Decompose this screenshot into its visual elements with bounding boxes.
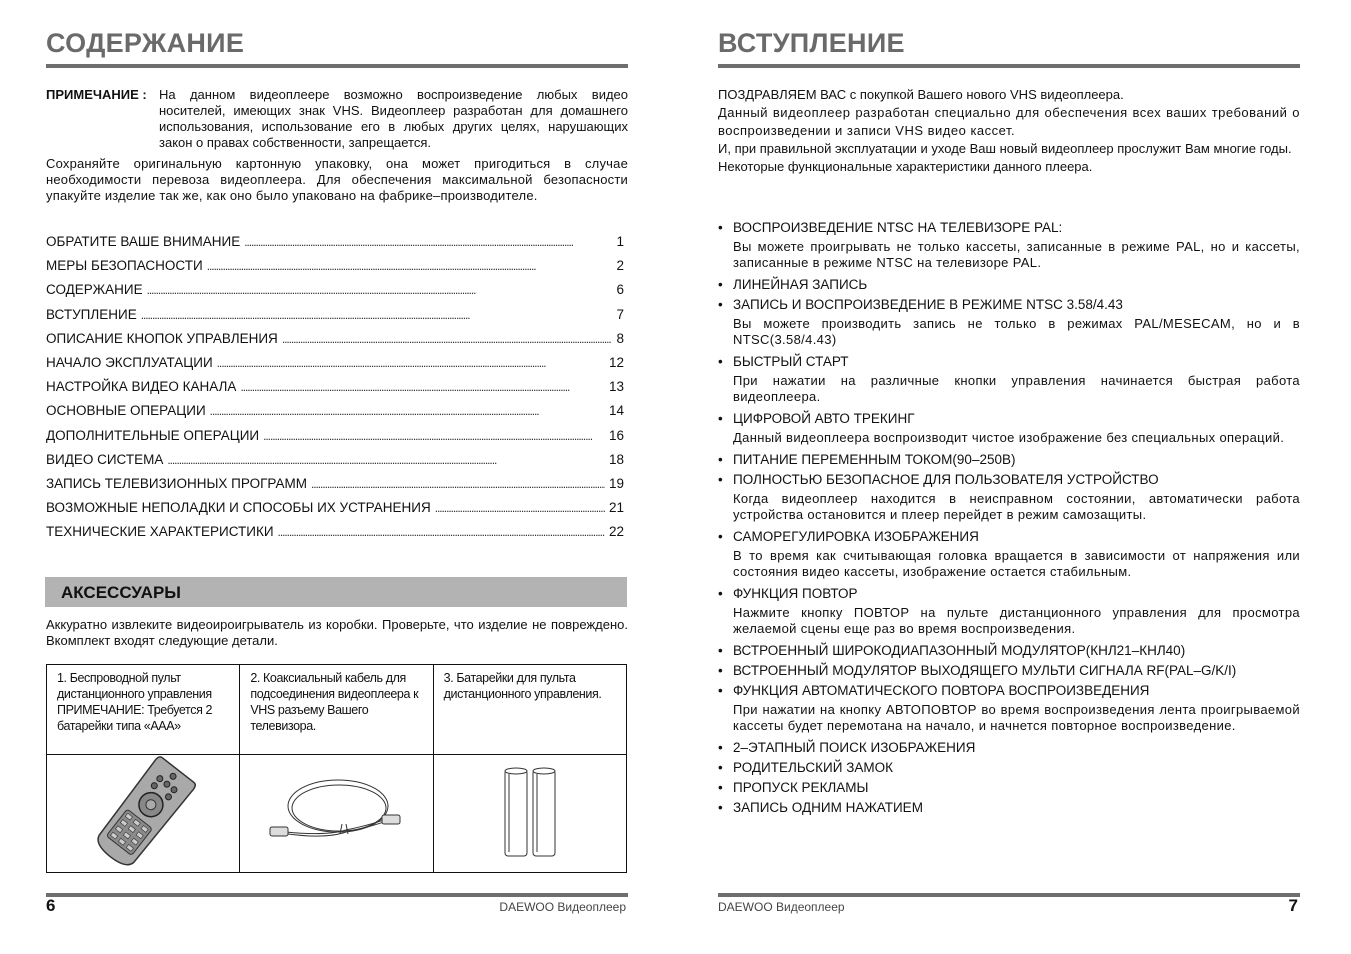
- bullet-icon: •: [718, 683, 723, 698]
- item-number: 2.: [250, 671, 260, 685]
- toc-entry[interactable]: [46, 379, 624, 403]
- feature-item: [718, 778, 1300, 798]
- feature-heading: ПРОПУСК РЕКЛАМЫ: [733, 780, 869, 795]
- toc-entry[interactable]: [46, 452, 624, 476]
- page-title: СОДЕРЖАНИЕ: [46, 28, 245, 58]
- toc-page-number: 19: [608, 475, 624, 491]
- bullet-icon: •: [718, 760, 723, 775]
- toc-label: ДОПОЛНИТЕЛЬНЫЕ ОПЕРАЦИИ: [46, 427, 260, 443]
- toc-entry[interactable]: [46, 428, 624, 452]
- feature-description: Когда видеоплеер находится в неисправном состоянии, автоматически работа устройства остановится и плеер перейдет в режим самозащиты.: [733, 491, 1300, 522]
- feature-heading: 2–ЭТАПНЫЙ ПОИСК ИЗОБРАЖЕНИЯ: [733, 740, 976, 755]
- feature-heading: ПОЛНОСТЬЮ БЕЗОПАСНОЕ ДЛЯ ПОЛЬЗОВАТЕЛЯ УСТРОЙСТВО: [733, 472, 1159, 487]
- bullet-icon: •: [718, 529, 723, 544]
- feature-item: [718, 450, 1300, 470]
- item-text: Батарейки для пульта дистанционного управления.: [443, 671, 602, 701]
- intro-line: ПОЗДРАВЛЯЕМ ВАС с покупкой Вашего нового VHS видеоплеера.: [718, 87, 1124, 102]
- toc-entry[interactable]: [46, 331, 624, 355]
- footer-brand: DAEWOO Видеоплеер: [718, 900, 845, 914]
- note-block: [46, 87, 628, 151]
- feature-description: Данный видеоплеера воспроизводит чистое изображение без специальных операций.: [733, 430, 1285, 445]
- table-of-contents: [46, 234, 624, 548]
- toc-entry[interactable]: [46, 355, 624, 379]
- toc-entry[interactable]: [46, 500, 624, 524]
- feature-heading: ВСТРОЕННЫЙ ШИРОКОДИАПАЗОННЫЙ МОДУЛЯТОР(КНЛ21–КНЛ40): [733, 643, 1186, 658]
- page-title: ВСТУПЛЕНИЕ: [718, 28, 905, 58]
- title-divider: [46, 64, 628, 68]
- feature-heading: ЦИФРОВОЙ АВТО ТРЕКИНГ: [733, 411, 915, 426]
- bullet-icon: •: [718, 740, 723, 755]
- feature-heading: РОДИТЕЛЬСКИЙ ЗАМОК: [733, 760, 893, 775]
- toc-page-number: 2: [616, 258, 624, 274]
- toc-page-number: 7: [616, 306, 624, 322]
- footer-divider: [46, 893, 628, 897]
- toc-leader-dots: [141, 307, 613, 322]
- toc-leader-dots: [240, 379, 605, 394]
- feature-item: [718, 470, 1300, 523]
- feature-heading: БЫСТРЫЙ СТАРТ: [733, 354, 849, 369]
- bullet-icon: •: [718, 663, 723, 678]
- footer-brand: DAEWOO Видеоплеер: [499, 900, 626, 914]
- toc-page-number: 12: [608, 354, 624, 370]
- toc-entry[interactable]: [46, 258, 624, 282]
- toc-label: ТЕХНИЧЕСКИЕ ХАРАКТЕРИСТИКИ: [46, 524, 274, 540]
- accessory-image-cell: [47, 755, 240, 873]
- accessories-table: [46, 664, 627, 873]
- feature-heading: САМОРЕГУЛИРОВКА ИЗОБРАЖЕНИЯ: [733, 529, 979, 544]
- page-number: 7: [1288, 896, 1298, 915]
- bullet-icon: •: [718, 354, 723, 369]
- feature-list: [718, 218, 1300, 818]
- toc-leader-dots: [207, 258, 613, 273]
- intro-block: [718, 86, 1300, 176]
- footer-divider: [718, 893, 1300, 897]
- toc-page-number: 13: [608, 379, 624, 395]
- toc-label: ЗАПИСЬ ТЕЛЕВИЗИОННЫХ ПРОГРАММ: [46, 475, 307, 491]
- accessories-header: [45, 577, 627, 607]
- toc-label: ОПИСАНИЕ КНОПОК УПРАВЛЕНИЯ: [46, 330, 278, 346]
- bullet-icon: •: [718, 277, 723, 292]
- feature-item: [718, 798, 1300, 818]
- toc-page-number: 6: [616, 282, 624, 298]
- toc-label: МЕРЫ БЕЗОПАСНОСТИ: [46, 258, 203, 274]
- toc-page-number: 21: [608, 500, 624, 516]
- toc-label: ВОЗМОЖНЫЕ НЕПОЛАДКИ И СПОСОБЫ ИХ УСТРАНЕНИЯ: [46, 500, 431, 516]
- feature-heading: ЗАПИСЬ ОДНИМ НАЖАТИЕМ: [733, 800, 923, 815]
- toc-leader-dots: [263, 428, 605, 443]
- toc-leader-dots: [282, 331, 613, 346]
- toc-page-number: 16: [608, 427, 624, 443]
- feature-description: При нажатии на кнопку АВТОПОВТОР во время воспроизведения лента проигрываемой кассеты будет перемотана на начало, и начнется повторное воспроизведение.: [733, 702, 1300, 733]
- toc-label: ВСТУПЛЕНИЕ: [46, 306, 137, 322]
- note-label: ПРИМЕЧАНИЕ :: [46, 87, 147, 102]
- feature-description: Вы можете производить запись не только в режимах PAL/MESECAM, но и в NTSC(3.58/4.43): [733, 316, 1300, 347]
- toc-leader-dots: [435, 500, 605, 515]
- feature-description: В то время как считывающая головка вращается в зависимости от напряжения или состояния видео кассеты, изображение остается стабильным.: [733, 548, 1300, 579]
- bullet-icon: •: [718, 800, 723, 815]
- toc-page-number: 18: [608, 451, 624, 467]
- item-text: Коаксиальный кабель для подсоединения видеоплеера к VHS разъему Вашего телевизора.: [250, 671, 419, 733]
- note-text: На данном видеоплеере возможно воспроизведение любых видео носителей, имеющих знак VHS. Видеоплеер разработан для домашнего использования, использование его в любых других целях, нарушающих закон о правах собственности, запрещается.: [159, 87, 628, 150]
- packaging-paragraph: Сохраняйте оригинальную картонную упаковку, она может пригодиться в случае необходимости перевоза видеоплеера. Для обеспечения максимальной безопасности упакуйте изделие так же, как оно было упаковано на фабрике–производителе.: [46, 156, 628, 203]
- coaxial-cable-icon: [266, 772, 406, 852]
- accessories-intro: Аккуратно извлеките видеоироигрыватель из коробки. Проверьте, что изделие не повреждено. Вкомплект входят следующие детали.: [46, 617, 628, 648]
- item-number: 3.: [443, 671, 454, 685]
- feature-item: [718, 275, 1300, 295]
- feature-heading: ФУНКЦИЯ ПОВТОР: [733, 586, 858, 601]
- bullet-icon: •: [718, 452, 723, 467]
- toc-leader-dots: [147, 282, 613, 297]
- toc-entry[interactable]: [46, 307, 624, 331]
- accessory-image-cell: [433, 755, 626, 873]
- feature-heading: ВСТРОЕННЫЙ МОДУЛЯТОР ВЫХОДЯЩЕГО МУЛЬТИ СИГНАЛА RF(PAL–G/K/I): [733, 663, 1237, 678]
- toc-label: ОСНОВНЫЕ ОПЕРАЦИИ: [46, 403, 206, 419]
- bullet-icon: •: [718, 586, 723, 601]
- remote-control-icon: [78, 755, 208, 868]
- bullet-icon: •: [718, 297, 723, 312]
- page-contents: [46, 0, 628, 954]
- accessory-cell: [240, 665, 433, 755]
- feature-description: При нажатии на различные кнопки управления начинается быстрая работа видеоплеера.: [733, 373, 1300, 404]
- intro-line: Некоторые функциональные характеристики данного плеера.: [718, 159, 1093, 174]
- accessory-cell: [433, 665, 626, 755]
- intro-line: Данный видеоплеер разработан специально для обеспечения всех ваших требований о воспроизведении и записи VHS видео кассет.: [718, 105, 1300, 138]
- feature-description: Вы можете проигрывать не только кассеты, записанные в режиме PAL, но и кассеты, записанные в режиме NTSC на телевизоре PAL.: [733, 239, 1300, 270]
- toc-label: НАСТРОЙКА ВИДЕО КАНАЛА: [46, 379, 237, 395]
- toc-label: СОДЕРЖАНИЕ: [46, 282, 143, 298]
- feature-item: [718, 352, 1300, 405]
- toc-leader-dots: [167, 452, 605, 467]
- toc-entry[interactable]: [46, 403, 624, 427]
- toc-leader-dots: [217, 355, 605, 370]
- bullet-icon: •: [718, 220, 723, 235]
- toc-label: ВИДЕО СИСТЕМА: [46, 451, 164, 467]
- feature-item: [718, 295, 1300, 348]
- feature-heading: ПИТАНИЕ ПЕРЕМЕННЫМ ТОКОМ(90–250В): [733, 452, 1016, 467]
- feature-item: [718, 738, 1300, 758]
- bullet-icon: •: [718, 643, 723, 658]
- toc-leader-dots: [311, 476, 605, 491]
- toc-label: ОБРАТИТЕ ВАШЕ ВНИМАНИЕ: [46, 234, 241, 249]
- feature-heading: ЗАПИСЬ И ВОСПРОИЗВЕДЕНИЕ В РЕЖИМЕ NTSC 3.58/4.43: [733, 297, 1123, 312]
- toc-page-number: 1: [616, 234, 624, 249]
- toc-leader-dots: [278, 524, 605, 539]
- feature-heading: ВОСПРОИЗВЕДЕНИЕ NTSC НА ТЕЛЕВИЗОРЕ PAL:: [733, 220, 1063, 235]
- feature-item: [718, 584, 1300, 637]
- feature-item: [718, 661, 1300, 681]
- feature-item: [718, 527, 1300, 580]
- title-divider: [718, 64, 1300, 68]
- feature-heading: ФУНКЦИЯ АВТОМАТИЧЕСКОГО ПОВТОРА ВОСПРОИЗВЕДЕНИЯ: [733, 683, 1150, 698]
- feature-item: [718, 409, 1300, 446]
- page-introduction: [718, 0, 1300, 954]
- bullet-icon: •: [718, 472, 723, 487]
- toc-page-number: 22: [608, 524, 624, 540]
- toc-entry[interactable]: [46, 234, 624, 258]
- toc-entry[interactable]: [46, 476, 624, 500]
- feature-description: Нажмите кнопку ПОВТОР на пульте дистанционного управления для просмотра желаемой сцены еще раз во время воспроизведения.: [733, 605, 1300, 636]
- toc-leader-dots: [210, 403, 605, 418]
- accessory-cell: [47, 665, 240, 755]
- toc-page-number: 8: [616, 330, 624, 346]
- accessory-image-cell: [240, 755, 433, 873]
- item-number: 1.: [57, 671, 67, 685]
- toc-leader-dots: [244, 234, 612, 249]
- batteries-icon: [495, 762, 565, 862]
- page-number: 6: [46, 896, 56, 915]
- bullet-icon: •: [718, 411, 723, 426]
- feature-item: [718, 218, 1300, 271]
- feature-heading: ЛИНЕЙНАЯ ЗАПИСЬ: [733, 277, 868, 292]
- accessories-title: АКСЕССУАРЫ: [61, 583, 181, 602]
- item-text: Беспроводной пульт дистанционного управления ПРИМЕЧАНИЕ: Требуется 2 батарейки типа «ААА»: [57, 671, 213, 733]
- feature-item: [718, 681, 1300, 734]
- toc-page-number: 14: [608, 403, 624, 419]
- bullet-icon: •: [718, 780, 723, 795]
- feature-item: [718, 641, 1300, 661]
- toc-entry[interactable]: [46, 524, 624, 548]
- toc-label: НАЧАЛО ЭКСПЛУАТАЦИИ: [46, 354, 213, 370]
- intro-line: И, при правильной эксплуатации и уходе Ваш новый видеоплеер прослужит Вам многие годы.: [718, 141, 1292, 156]
- feature-item: [718, 758, 1300, 778]
- toc-entry[interactable]: [46, 282, 624, 306]
